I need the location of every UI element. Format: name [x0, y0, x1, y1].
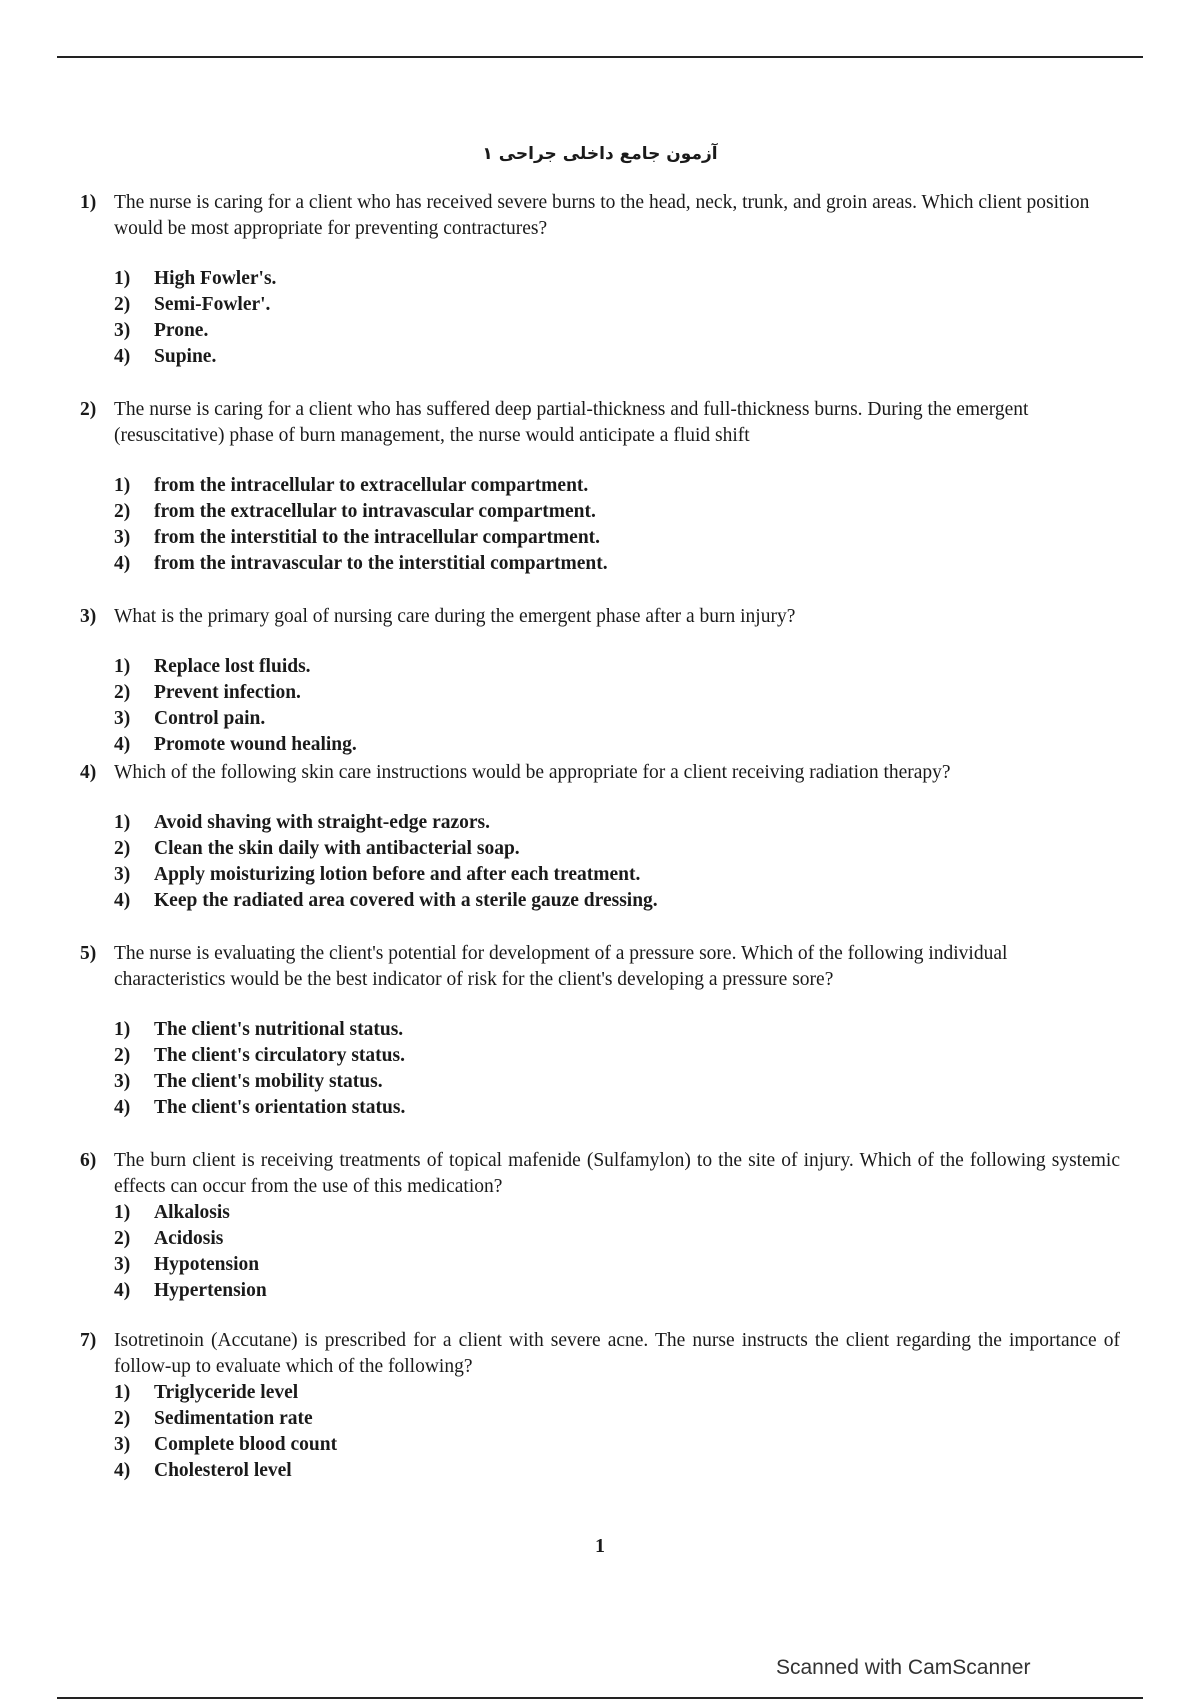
option-text: Supine. [154, 346, 217, 367]
answer-options [114, 810, 1120, 914]
option-text: Alkalosis [154, 1202, 230, 1223]
bottom-rule [57, 1697, 1143, 1699]
option-text: The client's mobility status. [154, 1071, 383, 1092]
option-number: 2) [114, 1045, 131, 1066]
answer-options [114, 1017, 1120, 1121]
option-text: from the intravascular to the interstitial compartment. [154, 553, 608, 574]
option-text: Prone. [154, 320, 209, 341]
question-number: 5) [80, 943, 97, 964]
question-text: The burn client is receiving treatments of topical mafenide (Sulfamylon) to the site of injury. Which of the following systemic effects can occur from the use of this medication? [114, 1150, 1120, 1197]
option-text: Semi-Fowler'. [154, 294, 271, 315]
option-text: from the intracellular to extracellular compartment. [154, 475, 589, 496]
answer-options [114, 1200, 1120, 1304]
option-number: 2) [114, 1228, 131, 1249]
answer-option[interactable] [114, 1406, 1120, 1432]
option-number: 4) [114, 1097, 131, 1118]
question-text: The nurse is evaluating the client's potential for development of a pressure sore. Which of the following individual characteristics would be the best indicator of risk for the client's developing a pressure sore? [114, 943, 1008, 990]
option-text: High Fowler's. [154, 268, 277, 289]
answer-option[interactable] [114, 525, 1120, 551]
option-number: 1) [114, 1382, 131, 1403]
option-text: Clean the skin daily with antibacterial soap. [154, 838, 520, 859]
answer-option[interactable] [114, 706, 1120, 732]
option-number: 4) [114, 1460, 131, 1481]
option-number: 4) [114, 346, 131, 367]
option-number: 1) [114, 656, 131, 677]
option-number: 2) [114, 294, 131, 315]
option-text: from the extracellular to intravascular compartment. [154, 501, 596, 522]
question-3 [80, 604, 1120, 758]
answer-option[interactable] [114, 318, 1120, 344]
question-number: 4) [80, 762, 97, 783]
answer-option[interactable] [114, 1252, 1120, 1278]
question-text: The nurse is caring for a client who has suffered deep partial-thickness and full-thickness burns. During the emergent (resuscitative) phase of burn management, the nurse would anticipate a fluid shift [114, 399, 1029, 446]
answer-option[interactable] [114, 1200, 1120, 1226]
page-number: 1 [595, 1535, 605, 1557]
answer-options [114, 266, 1120, 370]
option-number: 1) [114, 1019, 131, 1040]
option-text: The client's circulatory status. [154, 1045, 405, 1066]
option-number: 3) [114, 527, 131, 548]
answer-option[interactable] [114, 810, 1120, 836]
option-text: Hypotension [154, 1254, 260, 1275]
option-number: 3) [114, 1434, 131, 1455]
option-text: from the interstitial to the intracellular compartment. [154, 527, 601, 548]
option-number: 1) [114, 268, 131, 289]
answer-option[interactable] [114, 1043, 1120, 1069]
option-text: Prevent infection. [154, 682, 301, 703]
answer-option[interactable] [114, 344, 1120, 370]
question-number: 6) [80, 1150, 97, 1171]
answer-option[interactable] [114, 473, 1120, 499]
answer-option[interactable] [114, 862, 1120, 888]
answer-options [114, 473, 1120, 577]
answer-option[interactable] [114, 1017, 1120, 1043]
option-number: 3) [114, 864, 131, 885]
option-number: 1) [114, 475, 131, 496]
answer-option[interactable] [114, 1095, 1120, 1121]
option-number: 2) [114, 838, 131, 859]
option-text: Avoid shaving with straight-edge razors. [154, 812, 491, 833]
option-text: Cholesterol level [154, 1460, 292, 1481]
answer-option[interactable] [114, 1380, 1120, 1406]
option-number: 2) [114, 1408, 131, 1429]
option-number: 3) [114, 708, 131, 729]
question-text: What is the primary goal of nursing care during the emergent phase after a burn injury? [114, 606, 796, 627]
option-text: Complete blood count [154, 1434, 338, 1455]
option-number: 3) [114, 320, 131, 341]
question-text: The nurse is caring for a client who has received severe burns to the head, neck, trunk, and groin areas. Which client position would be most appropriate for preventing contractures? [114, 192, 1090, 239]
option-number: 3) [114, 1071, 131, 1092]
question-text: Isotretinoin (Accutane) is prescribed for a client with severe acne. The nurse instructs the client regarding the importance of follow-up to evaluate which of the following? [114, 1330, 1120, 1377]
option-number: 2) [114, 682, 131, 703]
answer-option[interactable] [114, 266, 1120, 292]
answer-option[interactable] [114, 680, 1120, 706]
question-number: 1) [80, 192, 97, 213]
option-text: Hypertension [154, 1280, 267, 1301]
answer-option[interactable] [114, 888, 1120, 914]
answer-option[interactable] [114, 1432, 1120, 1458]
option-text: Triglyceride level [154, 1382, 299, 1403]
answer-option[interactable] [114, 654, 1120, 680]
option-text: The client's orientation status. [154, 1097, 406, 1118]
question-1 [80, 190, 1120, 370]
option-text: Control pain. [154, 708, 266, 729]
question-2 [80, 397, 1120, 577]
answer-options [114, 654, 1120, 758]
question-number: 7) [80, 1330, 97, 1351]
answer-option[interactable] [114, 1278, 1120, 1304]
option-number: 1) [114, 812, 131, 833]
answer-option[interactable] [114, 499, 1120, 525]
answer-option[interactable] [114, 836, 1120, 862]
answer-option[interactable] [114, 292, 1120, 318]
question-text: Which of the following skin care instructions would be appropriate for a client receiving radiation therapy? [114, 762, 951, 783]
question-number: 3) [80, 606, 97, 627]
option-text: Apply moisturizing lotion before and after each treatment. [154, 864, 641, 885]
option-number: 3) [114, 1254, 131, 1275]
answer-option[interactable] [114, 1458, 1120, 1484]
option-text: Acidosis [154, 1228, 224, 1249]
answer-option[interactable] [114, 1069, 1120, 1095]
exam-title: آزمون جامع داخلی جراحی ۱ [482, 144, 718, 164]
question-7 [80, 1328, 1120, 1484]
option-text: Sedimentation rate [154, 1408, 313, 1429]
question-6 [80, 1148, 1120, 1304]
answer-option[interactable] [114, 1226, 1120, 1252]
answer-option[interactable] [114, 551, 1120, 577]
option-number: 1) [114, 1202, 131, 1223]
option-number: 4) [114, 553, 131, 574]
option-text: Keep the radiated area covered with a sterile gauze dressing. [154, 890, 658, 911]
answer-option[interactable] [114, 732, 1120, 758]
question-4 [80, 760, 1120, 914]
option-number: 4) [114, 1280, 131, 1301]
option-text: The client's nutritional status. [154, 1019, 404, 1040]
question-5 [80, 941, 1120, 1121]
answer-options [114, 1380, 1120, 1484]
scanner-watermark: Scanned with CamScanner [776, 1656, 1031, 1679]
option-number: 2) [114, 501, 131, 522]
question-number: 2) [80, 399, 97, 420]
option-text: Replace lost fluids. [154, 656, 311, 677]
option-text: Promote wound healing. [154, 734, 357, 755]
option-number: 4) [114, 890, 131, 911]
option-number: 4) [114, 734, 131, 755]
top-rule [57, 56, 1143, 58]
